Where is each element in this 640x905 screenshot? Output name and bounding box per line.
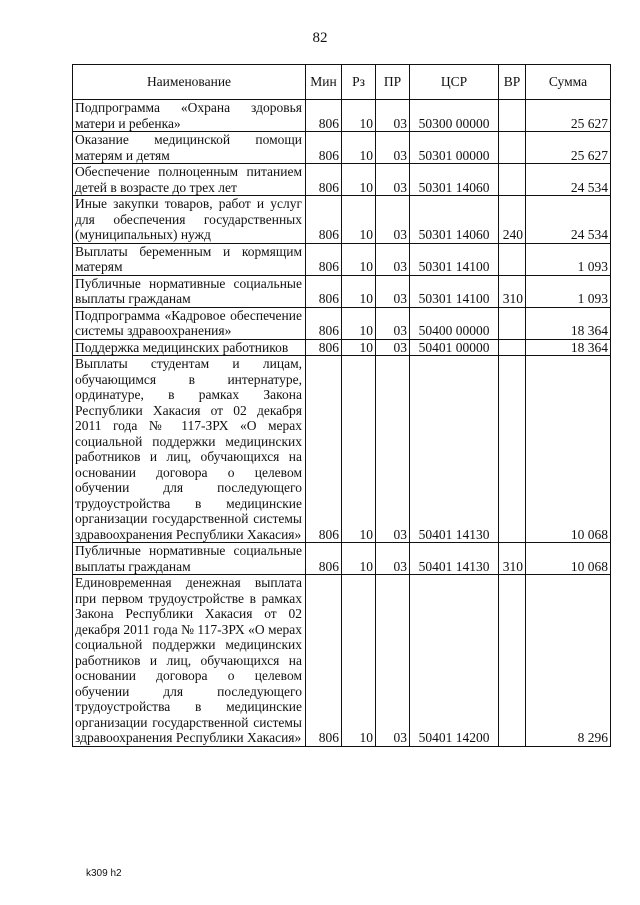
row-vr: 310: [499, 275, 526, 307]
table-row: [73, 132, 611, 164]
row-sum: 8 296: [526, 575, 611, 747]
row-min: 806: [306, 575, 342, 747]
row-vr: 240: [499, 196, 526, 244]
table-row: [73, 243, 611, 275]
table-row: [73, 275, 611, 307]
table-row: [73, 543, 611, 575]
row-sum: 18 364: [526, 339, 611, 356]
row-sum: 10 068: [526, 543, 611, 575]
row-rz: 10: [342, 307, 376, 339]
table-header-row: [73, 65, 611, 100]
row-rz: 10: [342, 132, 376, 164]
budget-table: [72, 64, 611, 747]
row-min: 806: [306, 339, 342, 356]
row-sum: 24 534: [526, 164, 611, 196]
table-row: [73, 164, 611, 196]
row-pr: 03: [376, 543, 410, 575]
row-name: Публичные нормативные социальные выплаты гражданам: [73, 543, 306, 575]
row-min: 806: [306, 307, 342, 339]
row-pr: 03: [376, 196, 410, 244]
row-rz: 10: [342, 243, 376, 275]
row-min: 806: [306, 543, 342, 575]
row-min: 806: [306, 275, 342, 307]
row-name: Оказание медицинской помощи матерям и детям: [73, 132, 306, 164]
row-pr: 03: [376, 356, 410, 543]
row-csr: 50400 00000: [410, 307, 499, 339]
row-csr: 50301 14100: [410, 275, 499, 307]
row-sum: 18 364: [526, 307, 611, 339]
header-vr: ВР: [499, 65, 526, 100]
row-csr: 50300 00000: [410, 100, 499, 132]
row-vr: [499, 164, 526, 196]
row-pr: 03: [376, 100, 410, 132]
row-vr: [499, 243, 526, 275]
row-rz: 10: [342, 543, 376, 575]
row-rz: 10: [342, 100, 376, 132]
row-min: 806: [306, 164, 342, 196]
row-name: Подпрограмма «Охрана здоровья матери и ребенка»: [73, 100, 306, 132]
row-vr: 310: [499, 543, 526, 575]
row-name: Обеспечение полноценным питанием детей в возрасте до трех лет: [73, 164, 306, 196]
row-rz: 10: [342, 575, 376, 747]
row-vr: [499, 339, 526, 356]
table-row: [73, 575, 611, 747]
footer-code: k309 h2: [86, 868, 122, 879]
row-csr: 50401 14130: [410, 356, 499, 543]
row-min: 806: [306, 356, 342, 543]
row-vr: [499, 132, 526, 164]
row-csr: 50301 14060: [410, 164, 499, 196]
row-rz: 10: [342, 339, 376, 356]
row-name: Подпрограмма «Кадровое обеспечение системы здравоохранения»: [73, 307, 306, 339]
header-sum: Сумма: [526, 65, 611, 100]
row-pr: 03: [376, 307, 410, 339]
row-sum: 25 627: [526, 132, 611, 164]
header-csr: ЦСР: [410, 65, 499, 100]
row-min: 806: [306, 100, 342, 132]
row-pr: 03: [376, 575, 410, 747]
row-rz: 10: [342, 275, 376, 307]
header-min: Мин: [306, 65, 342, 100]
table-row: [73, 196, 611, 244]
header-rz: Рз: [342, 65, 376, 100]
row-pr: 03: [376, 339, 410, 356]
row-min: 806: [306, 243, 342, 275]
row-vr: [499, 575, 526, 747]
row-name: Выплаты студентам и лицам, обучающимся в интернатуре, ординатуре, в рамках Закона Республики Хакасия от 02 декабря 2011 года № 117-ЗРХ «О мерах социальной поддержки медицинских работников и лиц, обучающихся на основании договора о целевом обучении для последующего трудоустройства в медицинские организации государственной системы здравоохранения Республики Хакасия»: [73, 356, 306, 543]
row-name: Единовременная денежная выплата при первом трудоустройстве в рамках Закона Республики Хакасия от 02 декабря 2011 года № 117-ЗРХ «О мерах социальной поддержки медицинских работников и лиц, обучающихся на основании договора о целевом обучении для последующего трудоустройства в медицинские организации государственной системы здравоохранения Республики Хакасия»: [73, 575, 306, 747]
row-name: Поддержка медицинских работников: [73, 339, 306, 356]
row-sum: 10 068: [526, 356, 611, 543]
row-vr: [499, 100, 526, 132]
table-row: [73, 100, 611, 132]
header-name: Наименование: [73, 65, 306, 100]
row-name: Иные закупки товаров, работ и услуг для обеспечения государственных (муниципальных) нужд: [73, 196, 306, 244]
table-row: [73, 339, 611, 356]
row-rz: 10: [342, 164, 376, 196]
row-min: 806: [306, 132, 342, 164]
table-row: [73, 356, 611, 543]
row-csr: 50301 00000: [410, 132, 499, 164]
table-row: [73, 307, 611, 339]
row-csr: 50301 14060: [410, 196, 499, 244]
row-pr: 03: [376, 243, 410, 275]
row-sum: 24 534: [526, 196, 611, 244]
row-vr: [499, 356, 526, 543]
header-pr: ПР: [376, 65, 410, 100]
row-csr: 50401 14200: [410, 575, 499, 747]
row-rz: 10: [342, 356, 376, 543]
row-name: Публичные нормативные социальные выплаты гражданам: [73, 275, 306, 307]
row-sum: 1 093: [526, 243, 611, 275]
page-number: 82: [312, 30, 328, 46]
row-pr: 03: [376, 275, 410, 307]
row-pr: 03: [376, 164, 410, 196]
row-csr: 50401 00000: [410, 339, 499, 356]
row-csr: 50301 14100: [410, 243, 499, 275]
row-sum: 1 093: [526, 275, 611, 307]
row-rz: 10: [342, 196, 376, 244]
row-csr: 50401 14130: [410, 543, 499, 575]
row-sum: 25 627: [526, 100, 611, 132]
row-pr: 03: [376, 132, 410, 164]
row-name: Выплаты беременным и кормящим матерям: [73, 243, 306, 275]
row-min: 806: [306, 196, 342, 244]
row-vr: [499, 307, 526, 339]
